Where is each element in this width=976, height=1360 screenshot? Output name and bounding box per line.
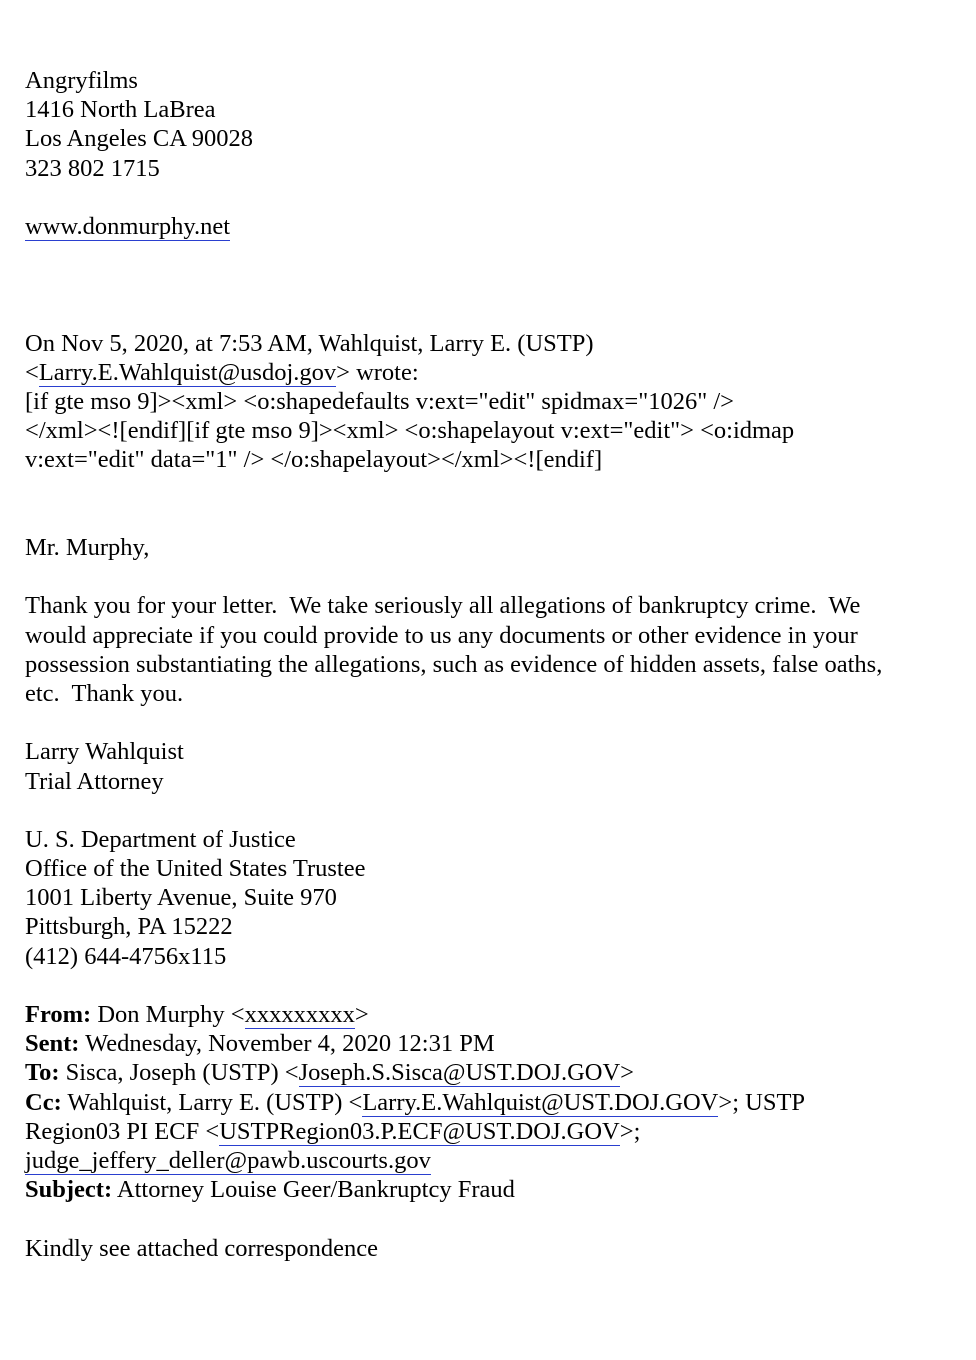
spacer [25,475,955,533]
cc-name-2: Region03 PI ECF < [25,1117,220,1145]
body-line-2: would appreciate if you could provide to us any documents or other evidence in your [25,621,858,649]
phone-number: 323 802 1715 [25,154,160,182]
cc-name-1: Wahlquist, Larry E. (USTP) < [61,1088,363,1116]
to-end: > [620,1059,634,1087]
original-message [25,1000,955,1263]
spacer [25,1204,955,1233]
sent-label: Sent: [25,1030,80,1058]
body-line-3: possession substantiating the allegations, such as evidence of hidden assets, false oaths, [25,650,883,678]
quote-header [25,329,955,475]
from-label: From: [25,1001,92,1029]
mso-code-line-3: v:ext="edit" data="1" /> </o:shapelayout></xml><![endif] [25,446,603,474]
spacer [25,708,955,737]
city-address: Los Angeles CA 90028 [25,125,253,153]
spacer [25,971,955,1000]
cc-end-2: >; [619,1117,641,1145]
to-line [25,1058,955,1087]
from-line [25,1000,955,1029]
org-phone: (412) 644-4756x115 [25,942,227,970]
website-line [25,212,955,241]
from-email-link[interactable]: xxxxxxxxx [244,1001,355,1029]
original-body: Kindly see attached correspondence [25,1234,379,1262]
quote-lt: < [25,358,39,386]
sent-line [25,1029,955,1058]
cc-label: Cc: [25,1088,62,1116]
spacer [25,241,955,329]
cc-email-link-2[interactable]: USTPRegion03.P.ECF@UST.DOJ.GOV [219,1117,620,1145]
website-link[interactable]: www.donmurphy.net [25,212,231,240]
sent-value: Wednesday, November 4, 2020 12:31 PM [79,1030,495,1058]
reply-message [25,533,955,971]
to-name: Sisca, Joseph (USTP) < [59,1059,299,1087]
org-department: U. S. Department of Justice [25,825,296,853]
cc-line-3 [25,1146,955,1175]
quote-email-link[interactable]: Larry.E.Wahlquist@usdoj.gov [38,358,337,386]
greeting: Mr. Murphy, [25,534,150,562]
quote-intro: On Nov 5, 2020, at 7:53 AM, Wahlquist, Larry E. (USTP) [25,329,594,357]
to-email-link[interactable]: Joseph.S.Sisca@UST.DOJ.GOV [298,1059,621,1087]
body-line-1: Thank you for your letter. We take seriously all allegations of bankruptcy crime. We [25,592,861,620]
from-name: Don Murphy < [91,1001,245,1029]
company-name: Angryfilms [25,67,138,94]
from-end: > [354,1001,369,1029]
cc-email-link-1[interactable]: Larry.E.Wahlquist@UST.DOJ.GOV [362,1088,719,1116]
cc-line-2 [25,1117,955,1146]
spacer [25,796,955,825]
subject-value: Attorney Louise Geer/Bankruptcy Fraud [112,1176,515,1204]
to-label: To: [25,1059,60,1087]
subject-label: Subject: [25,1176,113,1204]
quote-email-line [25,358,955,387]
body-line-4: etc. Thank you. [25,679,184,707]
signature-name: Larry Wahlquist [25,738,184,766]
signature-title: Trial Attorney [25,767,164,795]
cc-mid: >; USTP [718,1088,806,1116]
cc-line-1 [25,1088,955,1117]
mso-code-line-2: </xml><![endif][if gte mso 9]><xml> <o:shapelayout v:ext="edit"> <o:idmap [25,417,795,445]
mso-code-line-1: [if gte mso 9]><xml> <o:shapedefaults v:ext="edit" spidmax="1026" /> [25,388,734,416]
street-address: 1416 North LaBrea [25,96,216,124]
org-city: Pittsburgh, PA 15222 [25,913,233,941]
quote-wrote: > wrote: [336,358,419,386]
email-document [25,66,955,1263]
spacer [25,183,955,212]
subject-line [25,1175,955,1204]
org-street: 1001 Liberty Avenue, Suite 970 [25,884,337,912]
sender-block [25,66,955,241]
cc-email-link-3[interactable]: judge_jeffery_deller@pawb.uscourts.gov [25,1146,431,1174]
spacer [25,562,955,591]
org-office: Office of the United States Trustee [25,855,366,883]
